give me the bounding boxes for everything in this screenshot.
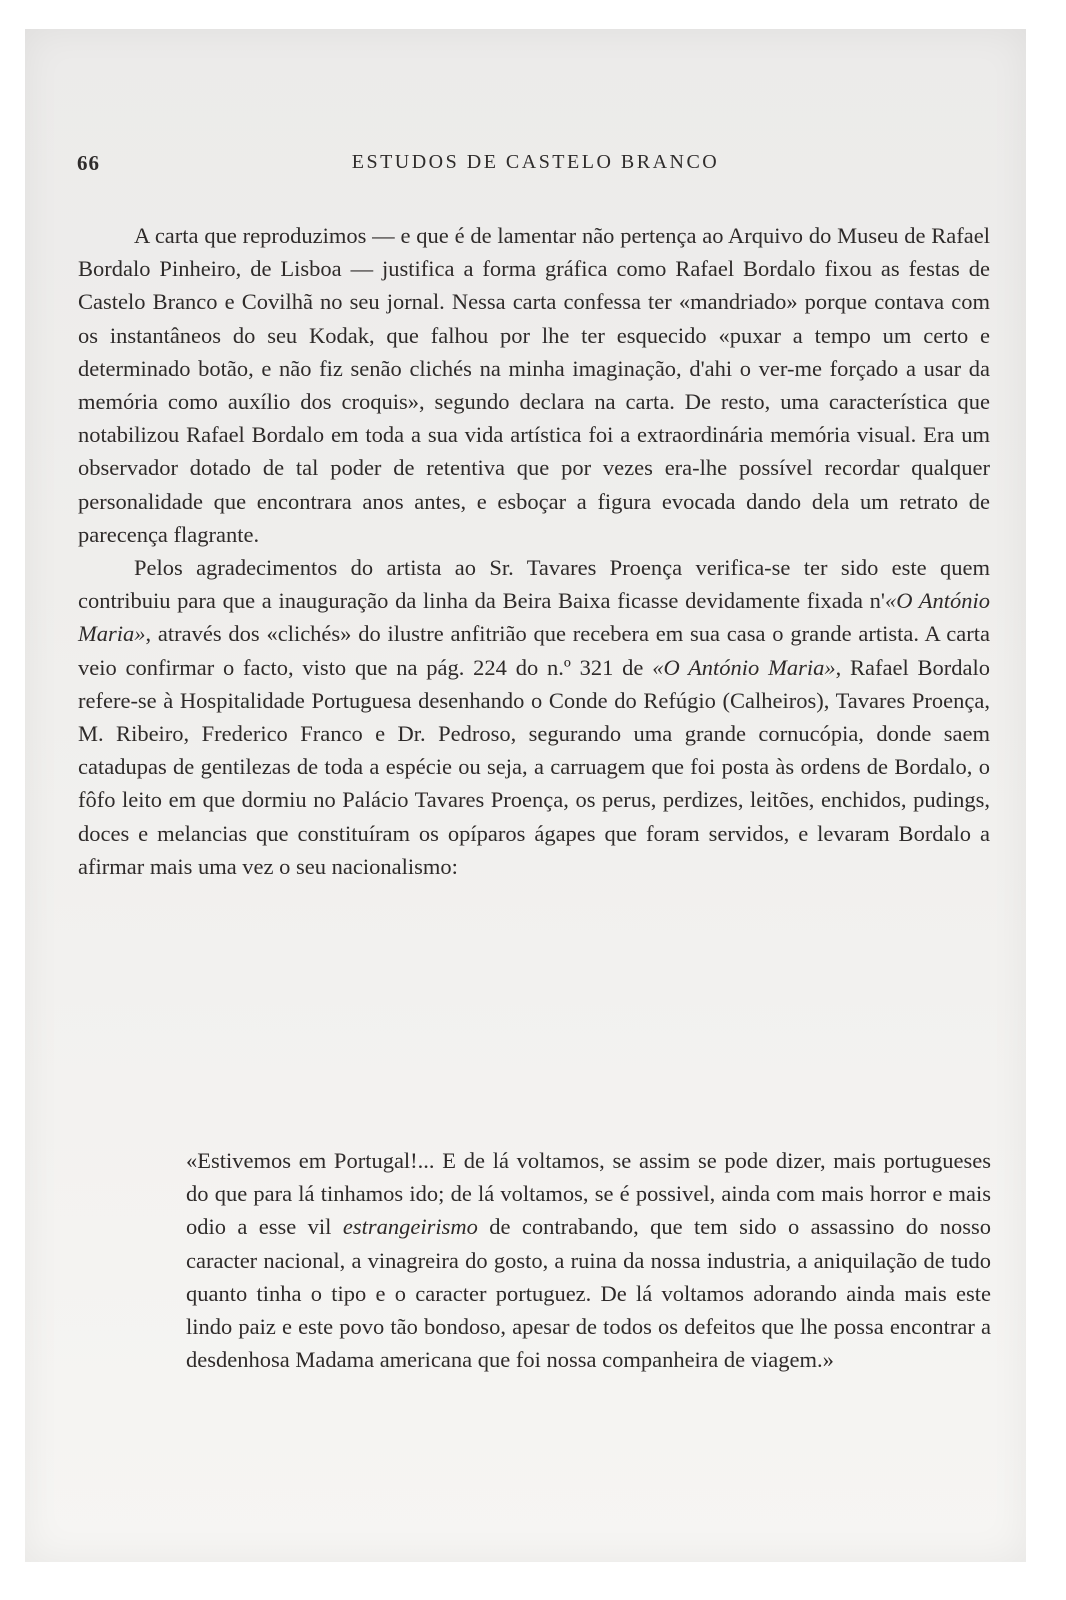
body-text <box>78 219 990 883</box>
paragraph-1: A carta que reproduzimos — e que é de lamentar não pertença ao Arquivo do Museu de Rafael Bordalo Pinheiro, de Lisboa — justifica a forma gráfica como Rafael Bordalo fixou as festas de Castelo Branco e Covilhã no seu jornal. Nessa carta confessa ter «mandriado» porque contava com os instantâneos do seu Kodak, que falhou por lhe ter esquecido «puxar a tempo um certo e determinado botão, e não fiz senão clichés na minha imaginação, d'ahi o ver-me forçado a usar da memória como auxílio dos croquis», segundo declara na carta. De resto, uma característica que notabilizou Rafael Bordalo em toda a sua vida artística foi a extraordinária memória visual. Era um observador dotado de tal poder de retentiva que por vezes era-lhe possível recordar qualquer personalidade que encontrara anos antes, e esboçar a figura evocada dando dela um retrato de parecença flagrante. <box>78 223 990 547</box>
paragraph-2-part-1: Pelos agradecimentos do artista ao Sr. Tavares Proença verifica-se ter sido este quem contribuiu para que a inauguração da linha da Beira Baixa ficasse devidamente fixada n' <box>78 555 990 614</box>
paragraph-2 <box>78 551 990 883</box>
paragraph-2-part-2: , através dos «clichés» do ilustre anfitrião que recebera em sua casa o grande artista. A carta veio confirmar o facto, visto que na pág. 224 do n.º 321 de <box>78 621 990 680</box>
page-header <box>25 151 1026 181</box>
title-reference: «O António Maria» <box>652 654 836 680</box>
title-reference: «O António Maria» <box>78 588 990 647</box>
quote-part-2: de contrabando, que tem sido o assassino do nosso caracter nacional, a vinagreira do gosto, a ruina da nossa industria, a aniquilação de tudo quanto tinha o tipo e o caracter portuguez. De lá voltamos adorando ainda mais este lindo paiz e este povo tão bondoso, apesar de todos os defeitos que lhe possa encontrar a desdenhosa Madama americana que foi nossa companheira de viagem.» <box>186 1214 991 1373</box>
book-page <box>25 29 1026 1562</box>
running-title: ESTUDOS DE CASTELO BRANCO <box>351 151 720 173</box>
quote-text <box>186 1144 991 1376</box>
quote-emphasis: estrangeirismo <box>342 1214 478 1240</box>
block-quote <box>186 1144 991 1376</box>
paragraph-2-part-3: , Rafael Bordalo refere-se à Hospitalidade Portuguesa desenhando o Conde do Refúgio (Calheiros), Tavares Proença, M. Ribeiro, Frederico Franco e Dr. Pedroso, segurando uma grande cornucópia, donde saem catadupas de gentilezas de toda a espécie ou seja, a carruagem que foi posta às ordens de Bordalo, o fôfo leito em que dormiu no Palácio Tavares Proença, os perus, perdizes, leitões, enchidos, pudings, doces e melancias que constituíram os opíparos ágapes que foram servidos, e levaram Bordalo a afirmar mais uma vez o seu nacionalismo: <box>78 654 991 879</box>
page-number: 66 <box>77 151 100 175</box>
quote-part-1: «Estivemos em Portugal!... E de lá voltamos, se assim se pode dizer, mais portugueses do que para lá tinhamos ido; de lá voltamos, se é possivel, ainda com mais horror e mais odio a esse vil <box>186 1148 991 1240</box>
